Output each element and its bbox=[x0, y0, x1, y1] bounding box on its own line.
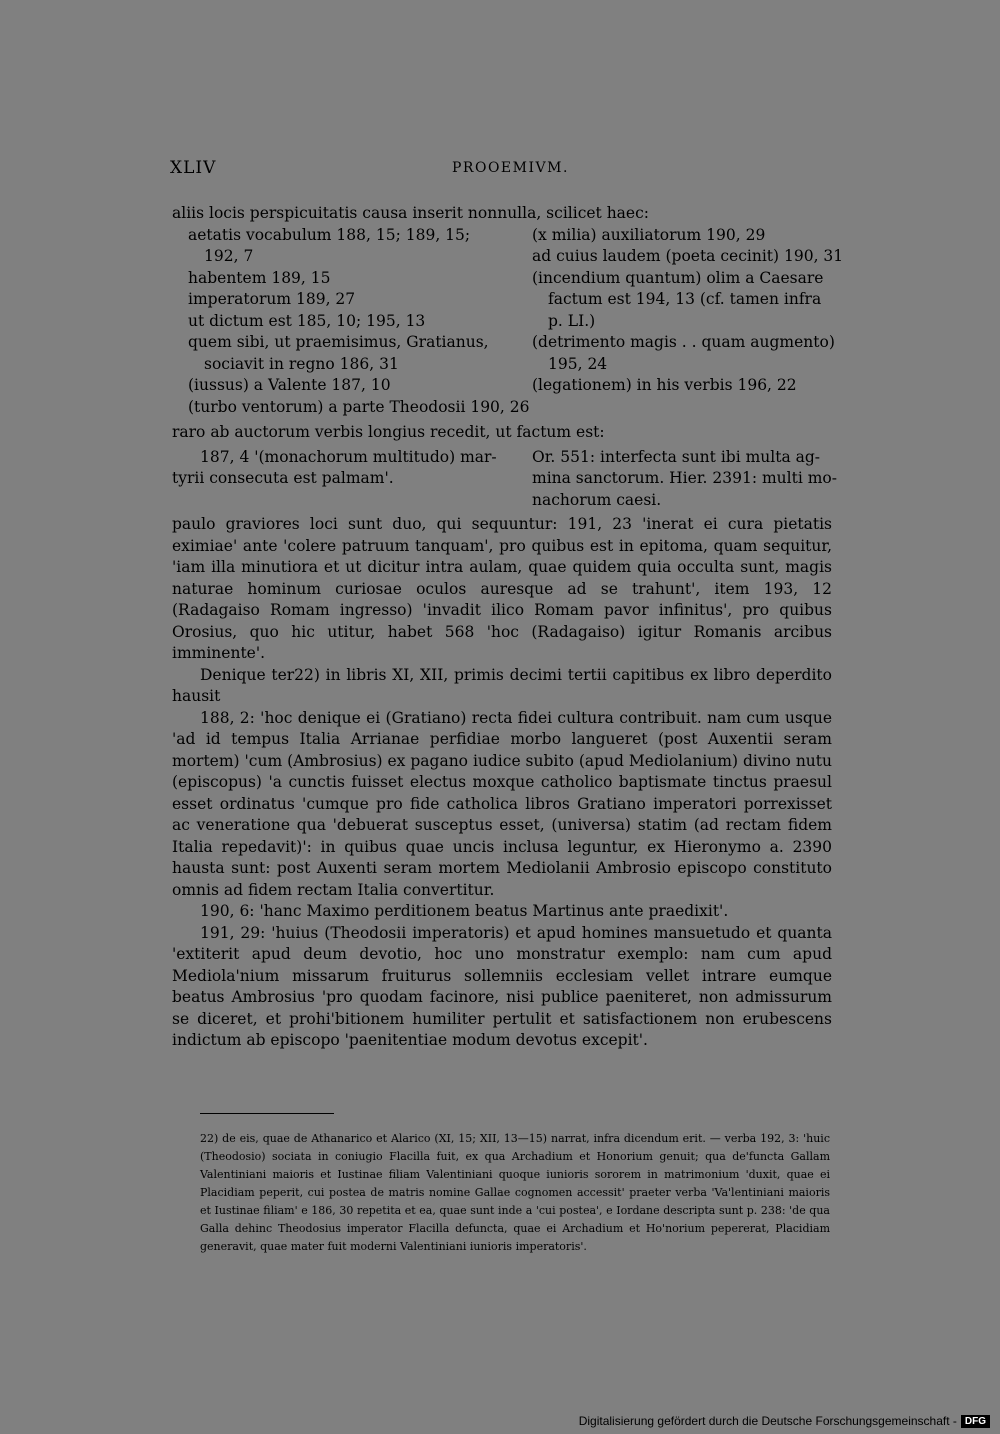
list-item: 192, 7 bbox=[204, 247, 254, 265]
digitization-footer bbox=[579, 1414, 990, 1428]
list-item: habentem 189, 15 bbox=[188, 268, 331, 287]
list-item: ad cuius laudem (poeta cecinit) 190, 31 bbox=[532, 247, 844, 265]
paragraph: paulo graviores loci sunt duo, qui sequuntur: 191, 23 'inerat ei cura pietatis eximiae' ante 'colere patruum tanquam', pro quibus est in epitoma, quam sequitur, 'iam illa minutiora et ut dicitur intra aulam, quae quidem quia occulta sunt, magis naturae hominum curiosae oculos auresque ad se trahunt', item 193, 12 (Radagaiso Romam ingresso) 'invadit ilico Romam pavor infinitus', pro quibus Orosius, quo hic utitur, habet 568 'hoc (Radagaiso) igitur Romanis arcibus imminente'. bbox=[172, 515, 832, 662]
list-item: p. LI.) bbox=[548, 311, 596, 330]
list-item: (incendium quantum) olim a Caesare bbox=[532, 268, 824, 287]
footer-text: Digitalisierung gefördert durch die Deutsche Forschungsgemeinschaft - bbox=[578, 1414, 957, 1428]
page-number: XLIV bbox=[170, 158, 217, 178]
quote-comparison bbox=[172, 447, 837, 512]
list-item: (turbo ventorum) a parte Theodosii 190, 26 bbox=[188, 397, 530, 416]
footnote: 22) de eis, quae de Athanarico et Alarico (XI, 15; XII, 13—15) narrat, infra dicendum erit. — verba 192, 3: 'huic (Theodosio) sociata in coniugio Flacilla fuit, ex qua Archadium et Honorium genuit; qua de'functa Gallam Valentiniani maioris et Iustinae filiam Valentiniani quoque iunioris sororem in matrimonium 'duxit, quae ei Placidiam peperit, cui postea de matris nomine Gallae cognomen accessit' praeter verba 'Va'lentiniani maioris et Iustinae filiam' e 186, 30 repetita et ea, quae sunt inde a 'cui postea', e Iordane descripta sunt p. 238: 'de qua Galla dehinc Theodosius imperator Flacilla defuncta, quae ei Archadium et Ho'norium pepererat, Placidiam generavit, quae mater fuit moderni Valentiniani iunioris imperatoris'. bbox=[200, 1132, 830, 1253]
list-item: (iussus) a Valente 187, 10 bbox=[188, 376, 391, 394]
paragraph: 191, 29: 'huius (Theodosii imperatoris) et apud homines mansuetudo et quanta 'extiterit apud deum devotio, hoc uno monstratur exemplo: nam cum apud Mediola'nium missarum fruiturus sollemniis ecclesiam vellet intrare eumque beatus Ambrosius 'pro quodam facinore, nisi publice paeniteret, non admissurum se diceret, et prohi'bitionem humiliter pertulit et satisfactionem non erubescens indictum ab episcopo 'paenitentiae modum devotus excepit'. bbox=[172, 923, 832, 1049]
quote-line: mina sanctorum. Hier. 2391: multi mo- bbox=[532, 469, 837, 487]
quote-right bbox=[532, 447, 837, 512]
quote-line: Or. 551: interfecta sunt ibi multa ag- bbox=[532, 447, 821, 466]
list-item: (x milia) auxiliatorum 190, 29 bbox=[532, 225, 766, 244]
list-item: aetatis vocabulum 188, 15; 189, 15; bbox=[188, 225, 471, 244]
citation-column-left bbox=[172, 225, 530, 419]
running-title: PROOEMIVM. bbox=[452, 160, 569, 176]
list-item: (detrimento magis . . quam augmento) bbox=[532, 333, 835, 351]
citation-column-right bbox=[532, 225, 844, 419]
intro-line: aliis locis perspicuitatis causa inserit nonnulla, scilicet haec: bbox=[172, 204, 650, 222]
body-text bbox=[172, 203, 844, 1052]
dfg-logo: DFG bbox=[961, 1415, 990, 1428]
paragraph: 190, 6: 'hanc Maximo perditionem beatus Martinus ante praedixit'. bbox=[200, 902, 729, 920]
list-item: sociavit in regno 186, 31 bbox=[204, 354, 399, 373]
quote-line: tyrii consecuta est palmam'. bbox=[172, 469, 394, 487]
list-item: (legationem) in his verbis 196, 22 bbox=[532, 376, 797, 394]
citation-columns bbox=[172, 225, 844, 419]
quote-line: nachorum caesi. bbox=[532, 490, 662, 509]
paragraph: 188, 2: 'hoc denique ei (Gratiano) recta fidei cultura contribuit. nam cum usque 'ad id tempus Italia Arrianae perfidiae morbo langueret (post Auxentii seram mortem) 'cum (Ambrosius) ex pagano iudice subito (apud Mediolanium) divino nutu (episcopus) 'a cunctis fuisset electus moxque catholico baptismate tinctus praesul esset ordinatus 'cumque pro fide catholica libros Gratiano imperatori porrexisset ac veneratione qua 'debuerat susceptus esset, (universa) statim (ad rectam fidem Italia repedavit)': in quibus quae uncis inclusa leguntur, ex Hieronymo a. 2390 hausta sunt: post Auxenti seram mortem Mediolanii Ambrosio episcopo constituto omnis ad fidem rectam Italia convertitur. bbox=[172, 708, 832, 899]
raro-line: raro ab auctorum verbis longius recedit, ut factum est: bbox=[172, 423, 605, 441]
paragraph: Denique ter22) in libris XI, XII, primis decimi tertii capitibus ex libro deperdito hausit bbox=[172, 665, 832, 705]
list-item: imperatorum 189, 27 bbox=[188, 290, 356, 308]
list-item: factum est 194, 13 (cf. tamen infra bbox=[548, 290, 822, 308]
list-item: 195, 24 bbox=[548, 354, 608, 373]
list-item: quem sibi, ut praemisimus, Gratianus, bbox=[188, 333, 489, 351]
quote-left bbox=[172, 447, 502, 512]
quote-line: 187, 4 '(monachorum multitudo) mar- bbox=[200, 447, 497, 466]
footnote-divider bbox=[200, 1113, 334, 1114]
list-item: ut dictum est 185, 10; 195, 13 bbox=[188, 311, 426, 330]
